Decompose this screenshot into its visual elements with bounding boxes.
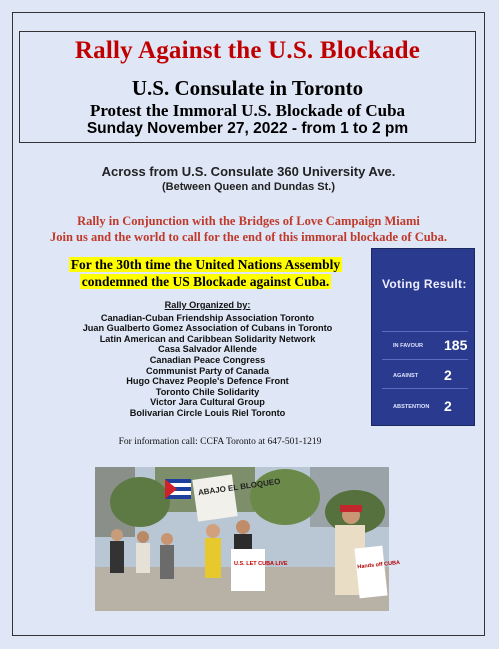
venue-heading: U.S. Consulate in Toronto [131, 76, 364, 100]
organizer-item: Latin American and Caribbean Solidarity Network [99, 333, 316, 344]
organizers-block [52, 300, 363, 419]
organizer-item: Toronto Chile Solidarity [155, 386, 260, 397]
un-vote-text-2: condemned the US Blockade against Cuba. [81, 274, 330, 289]
sign-abajo-text: ABAJO EL BLOQUEO [197, 476, 281, 498]
rally-photo [95, 467, 401, 611]
organizer-item: Casa Salvador Allende [158, 344, 257, 355]
person-head [206, 524, 220, 538]
organizer-item: Hugo Chavez People's Defence Front [126, 376, 289, 387]
organizer-item: Communist Party of Canada [145, 365, 270, 376]
sign-hands-off [354, 546, 387, 599]
organizers-heading: Rally Organized by: [164, 300, 251, 310]
voting-result-title: Voting Result: [382, 277, 467, 291]
divider [382, 331, 468, 332]
tagline: Protest the Immoral U.S. Blockade of Cuba [89, 101, 406, 120]
divider [382, 359, 468, 360]
organizer-item: Victor Jara Cultural Group [150, 397, 265, 408]
sign-abajo [192, 474, 237, 521]
un-vote-text-1: For the 30th time the United Nations Assembly [70, 257, 341, 272]
header-box [19, 31, 476, 143]
tree [110, 477, 170, 527]
organizer-item: Bolivarian Circle Louis Riel Toronto [129, 407, 286, 418]
vote-row-in-favour [372, 337, 474, 355]
sign-let-cuba-live [231, 549, 265, 591]
divider [382, 388, 468, 389]
organizer-item: Canadian Peace Congress [149, 354, 266, 365]
event-datetime: Sunday November 27, 2022 - from 1 to 2 pm [86, 120, 409, 137]
vote-label: AGAINST [393, 373, 419, 379]
un-vote-line-1 [48, 257, 363, 273]
rally-photo-illustration [95, 467, 401, 611]
sign-hands-off-text: Hands off CUBA [357, 559, 401, 571]
un-vote-line-2 [48, 274, 363, 290]
vote-row-against [372, 367, 474, 385]
person-head [111, 529, 123, 541]
person-body [205, 538, 221, 578]
vote-value: 185 [444, 337, 468, 353]
person-head [161, 533, 173, 545]
campaign-line-2: Join us and the world to call for the end of this immoral blockade of Cuba. [49, 230, 447, 244]
location-cross-streets: (Between Queen and Dundas St.) [162, 181, 335, 193]
tree [250, 469, 320, 525]
organizer-item: Canadian-Cuban Friendship Association Toronto [100, 312, 315, 323]
person-body [136, 543, 150, 573]
vote-row-abstention [372, 398, 474, 416]
person-body [110, 541, 124, 573]
contact-info: For information call: CCFA Toronto at 647-501-1219 [118, 437, 322, 447]
vote-value: 2 [444, 398, 452, 414]
sign-let-cuba-live-text: U.S. LET CUBA LIVE [234, 561, 288, 567]
campaign-line-1: Rally in Conjunction with the Bridges of Love Campaign Miami [77, 214, 420, 228]
vote-label: ABSTENTION [393, 404, 430, 410]
voting-result-panel [372, 249, 474, 425]
person-body [160, 545, 174, 579]
vote-value: 2 [444, 367, 452, 383]
person-head [137, 531, 149, 543]
red-cap [340, 505, 362, 512]
vote-label: IN FAVOUR [393, 343, 424, 349]
person-head [236, 520, 250, 534]
organizer-item: Juan Gualberto Gomez Association of Cubans in Toronto [82, 323, 333, 334]
rally-title: Rally Against the U.S. Blockade [74, 37, 421, 64]
location-address: Across from U.S. Consulate 360 University Ave. [101, 164, 396, 179]
